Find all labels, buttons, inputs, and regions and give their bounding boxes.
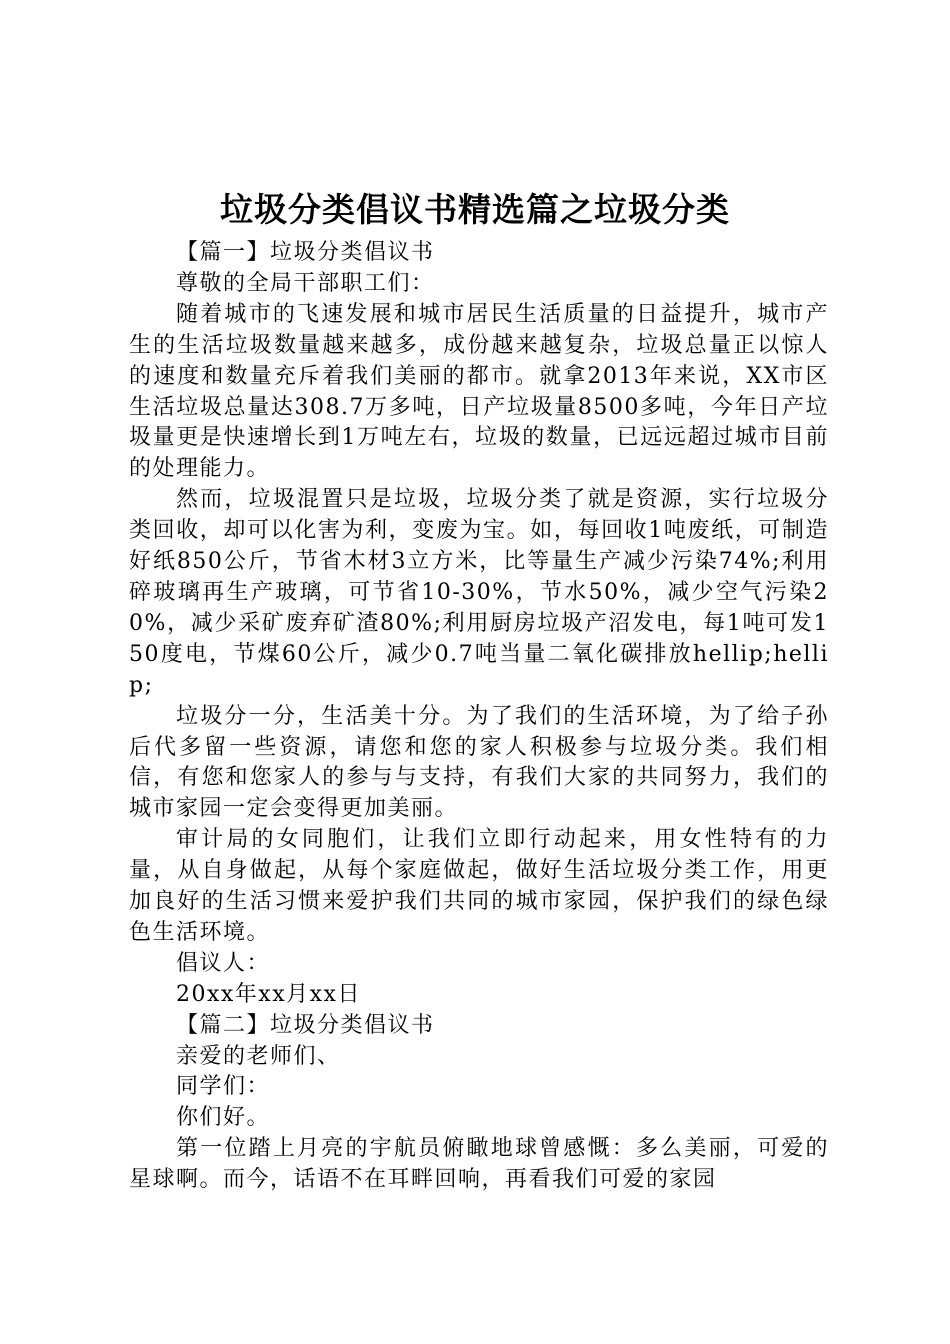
body-paragraph: 第一位踏上月亮的宇航员俯瞰地球曾感慨：多么美丽，可爱的星球啊。而今，话语不在耳畔回响，再看我们可爱的家园: [129, 1136, 829, 1193]
salutation-line-2: 同学们：: [176, 1074, 271, 1100]
document-body: [129, 238, 829, 1196]
body-paragraph: 垃圾分一分，生活美十分。为了我们的生活环境，为了给子孙后代多留一些资源，请您和您的家人积极参与垃圾分类。我们相信，有您和您家人的参与与支持，有我们大家的共同努力，我们的城市家园一定会变得更加美丽。: [129, 703, 829, 822]
body-paragraph: 随着城市的飞速发展和城市居民生活质量的日益提升，城市产生的生活垃圾数量越来越多，成份越来越复杂，垃圾总量正以惊人的速度和数量充斥着我们美丽的都市。就拿2013年来说，XX市区生活垃圾总量达308.7万多吨，日产垃圾量8500多吨，今年日产垃圾量更是快速增长到1万吨左右，垃圾的数量，已远远超过城市目前的处理能力。: [129, 301, 829, 482]
signature-label: 倡议人：: [176, 950, 271, 976]
date-line: 20xx年xx月xx日: [176, 981, 361, 1007]
greeting: 你们好。: [176, 1105, 271, 1131]
salutation-line-1: 亲爱的老师们、: [176, 1043, 341, 1069]
section-heading-2: 【篇二】垃圾分类倡议书: [176, 1012, 435, 1038]
document-title: 垃圾分类倡议书精选篇之垃圾分类: [220, 190, 730, 229]
body-paragraph: 然而，垃圾混置只是垃圾，垃圾分类了就是资源，实行垃圾分类回收，却可以化害为利，变废为宝。如，每回收1吨废纸，可制造好纸850公斤，节省木材3立方米，比等量生产减少污染74%;利用碎玻璃再生产玻璃，可节省10-30%，节水50%，减少空气污染20%，减少采矿废弃矿渣80%;利用厨房垃圾产沼发电，每1吨可发150度电，节煤60公斤，减少0.7吨当量二氧化碳排放hellip;hellip;: [129, 487, 829, 698]
salutation: 尊敬的全局干部职工们：: [176, 270, 435, 296]
body-paragraph: 审计局的女同胞们，让我们立即行动起来，用女性特有的力量，从自身做起，从每个家庭做起，做好生活垃圾分类工作，用更加良好的生活习惯来爱护我们共同的城市家园，保护我们的绿色绿色生活环境。: [129, 827, 829, 945]
section-heading-1: 【篇一】垃圾分类倡议书: [176, 240, 435, 265]
